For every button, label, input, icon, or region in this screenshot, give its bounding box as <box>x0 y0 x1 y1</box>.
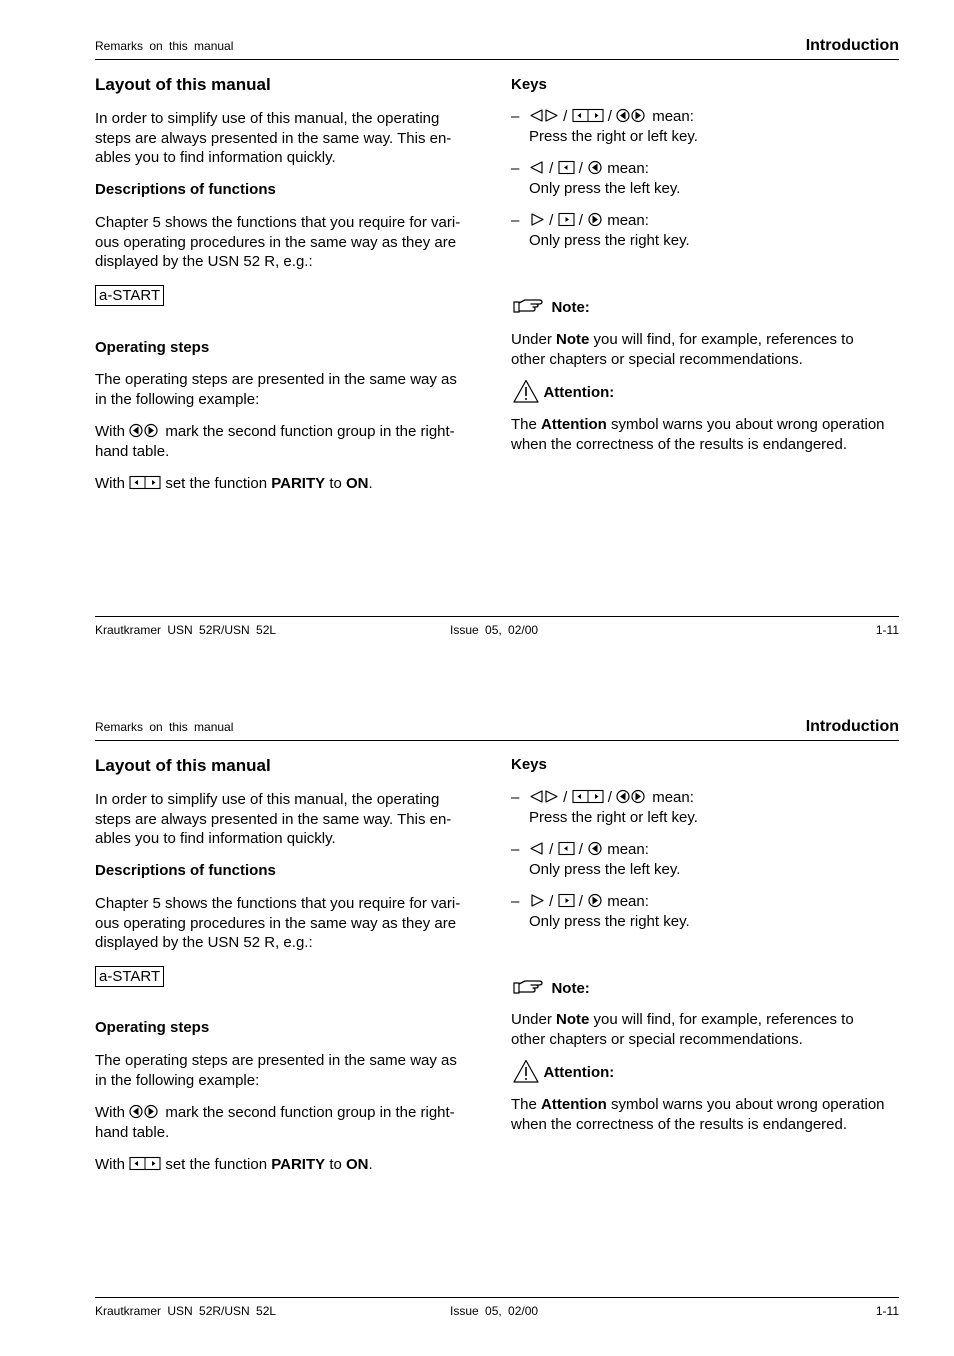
desc-paragraph <box>95 213 460 272</box>
attention-heading: Attention: <box>513 379 614 403</box>
steps-line: The operating steps are presented in the same way as <box>95 1052 457 1069</box>
key-dash: – <box>511 160 520 177</box>
desc-heading: Descriptions of functions <box>95 862 276 879</box>
key-item-both: / / mean: Press the right or left key. <box>529 789 698 826</box>
left-round-key-icon <box>529 841 545 856</box>
key-dash: – <box>511 893 520 910</box>
keys-heading: Keys <box>511 76 547 93</box>
pointing-hand-icon <box>513 977 547 995</box>
key-dash: – <box>511 841 520 858</box>
left-right-soft-keys-icon <box>572 108 604 123</box>
footer-rule <box>95 1297 899 1298</box>
intro-line: In order to simplify use of this manual, the operating <box>95 791 440 808</box>
header-section: Remarks on this manual <box>95 720 234 734</box>
left-right-arrow-keys-icon <box>129 423 161 438</box>
warning-triangle-icon <box>513 1059 539 1083</box>
desc-line: displayed by the USN 52 R, e.g.: <box>95 253 313 270</box>
footer-product: Krautkramer USN 52R/USN 52L <box>95 623 277 637</box>
key-item-right: / / mean: Only press the right key. <box>529 893 690 930</box>
steps-heading: Operating steps <box>95 339 210 356</box>
footer-product: Krautkramer USN 52R/USN 52L <box>95 1304 277 1318</box>
attention-heading: Attention: <box>513 1059 614 1083</box>
left-right-arrow-keys-icon <box>616 108 648 123</box>
intro-line: ables you to find information quickly. <box>95 830 336 847</box>
function-example-box: a-START <box>95 966 164 987</box>
left-round-key-icon <box>529 160 545 175</box>
desc-heading: Descriptions of functions <box>95 181 276 198</box>
section-title: Layout of this manual <box>95 75 271 94</box>
steps-paragraph <box>95 370 457 409</box>
key-dash: – <box>511 212 520 229</box>
note-paragraph: Under Note you will find, for example, references to other chapters or special recommendations. <box>511 331 854 368</box>
right-soft-key-icon <box>558 893 575 908</box>
left-arrow-key-icon <box>587 160 603 175</box>
function-example-box: a-START <box>95 285 164 306</box>
example-step-1: With mark the second function group in the right- hand table. <box>95 1104 455 1141</box>
desc-line: ous operating procedures in the same way as they are <box>95 233 457 251</box>
example-step-2: With set the function PARITY to ON. <box>95 475 373 492</box>
pointing-hand-icon <box>513 296 547 314</box>
header-chapter: Introduction <box>805 37 899 54</box>
key-item-right: / / mean: Only press the right key. <box>529 212 690 249</box>
left-right-round-keys-icon <box>529 108 559 123</box>
right-soft-key-icon <box>558 212 575 227</box>
header-rule <box>95 740 899 741</box>
header-chapter: Introduction <box>805 718 899 735</box>
footer-issue: Issue 05, 02/00 <box>450 623 539 637</box>
header-rule <box>95 59 899 60</box>
steps-heading: Operating steps <box>95 1019 210 1036</box>
attention-paragraph: The Attention symbol warns you about wrong operation when the correctness of the results is endangered. <box>511 1096 885 1133</box>
desc-paragraph <box>95 894 460 953</box>
steps-line: in the following example: <box>95 390 260 408</box>
header-section: Remarks on this manual <box>95 39 234 53</box>
left-soft-key-icon <box>558 841 575 856</box>
attention-paragraph: The Attention symbol warns you about wrong operation when the correctness of the results is endangered. <box>511 416 885 453</box>
intro-paragraph <box>95 109 451 168</box>
key-item-left: / / mean: Only press the left key. <box>529 160 681 197</box>
key-dash: – <box>511 789 520 806</box>
footer-page-number: 1-11 <box>875 623 899 637</box>
note-heading: Note: <box>513 296 590 317</box>
intro-line: In order to simplify use of this manual, the operating <box>95 110 440 127</box>
left-arrow-key-icon <box>587 841 603 856</box>
steps-paragraph <box>95 1051 457 1090</box>
manual-page-2 <box>0 681 954 1356</box>
footer-rule <box>95 616 899 617</box>
key-item-both: / / mean: Press the right or left key. <box>529 108 698 145</box>
key-item-left: / / mean: Only press the left key. <box>529 841 681 878</box>
warning-triangle-icon <box>513 379 539 403</box>
intro-line: ables you to find information quickly. <box>95 149 336 166</box>
left-right-arrow-keys-icon <box>616 789 648 804</box>
desc-line: Chapter 5 shows the functions that you require for vari- <box>95 895 461 912</box>
left-right-soft-keys-icon <box>572 789 604 804</box>
example-step-1: With mark the second function group in the right- hand table. <box>95 423 455 460</box>
left-soft-key-icon <box>558 160 575 175</box>
key-dash: – <box>511 108 520 125</box>
right-round-key-icon <box>529 212 545 227</box>
manual-page-1 <box>0 0 954 675</box>
footer-issue: Issue 05, 02/00 <box>450 1304 539 1318</box>
intro-line: steps are always presented in the same way. This en- <box>95 810 452 828</box>
example-step-2: With set the function PARITY to ON. <box>95 1156 373 1173</box>
intro-paragraph <box>95 790 451 849</box>
left-right-round-keys-icon <box>529 789 559 804</box>
section-title: Layout of this manual <box>95 756 271 775</box>
note-paragraph: Under Note you will find, for example, references to other chapters or special recommendations. <box>511 1011 854 1048</box>
desc-line: Chapter 5 shows the functions that you require for vari- <box>95 214 461 231</box>
note-heading: Note: <box>513 977 590 998</box>
left-right-soft-keys-icon <box>129 475 161 490</box>
desc-line: ous operating procedures in the same way as they are <box>95 914 457 932</box>
desc-line: displayed by the USN 52 R, e.g.: <box>95 934 313 951</box>
footer-page-number: 1-11 <box>875 1304 899 1318</box>
right-arrow-key-icon <box>587 212 603 227</box>
right-arrow-key-icon <box>587 893 603 908</box>
left-right-soft-keys-icon <box>129 1156 161 1171</box>
keys-heading: Keys <box>511 756 547 773</box>
steps-line: The operating steps are presented in the same way as <box>95 371 457 388</box>
intro-line: steps are always presented in the same way. This en- <box>95 129 452 147</box>
left-right-arrow-keys-icon <box>129 1104 161 1119</box>
right-round-key-icon <box>529 893 545 908</box>
steps-line: in the following example: <box>95 1071 260 1089</box>
